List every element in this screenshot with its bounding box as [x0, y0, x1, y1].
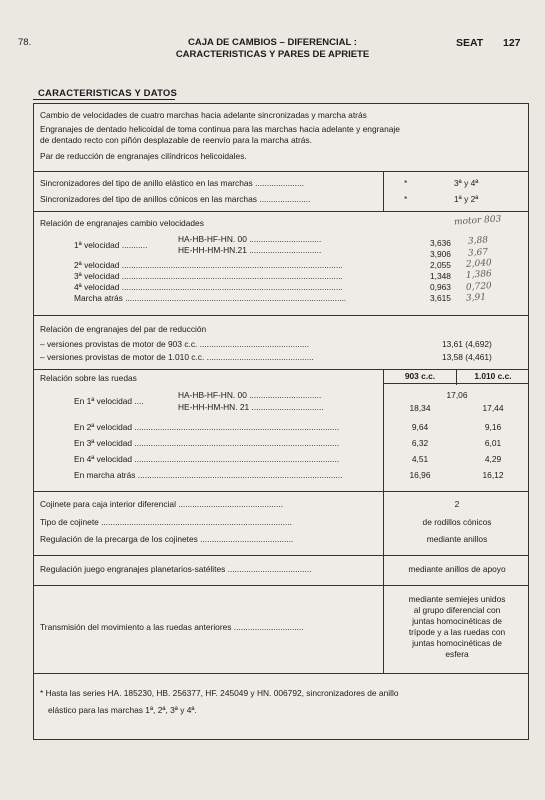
- bearing-row2-value: de rodillos cónicos: [422, 517, 492, 527]
- planetary-label: Regulación juego engranajes planetarios-satélites ....................................: [40, 564, 312, 574]
- transmission-value-line: mediante semiejes unidos: [408, 594, 506, 604]
- sync-row2-mark: *: [404, 194, 408, 204]
- gear-v2-value: 3,906: [430, 249, 451, 259]
- page-number-left: 78.: [18, 37, 32, 48]
- planetary-value: mediante anillos de apoyo: [408, 564, 506, 574]
- wheel-v2-1010: 17,44: [482, 403, 504, 413]
- planetary-block: [34, 556, 528, 586]
- wheel-row-903: 16,96: [409, 470, 431, 480]
- gear-row-value: 1,348: [430, 271, 451, 281]
- handwritten-note: 2,040: [465, 258, 493, 270]
- intro-line1: Cambio de velocidades de cuatro marchas hacia adelante sincronizadas y marcha atrás: [40, 110, 367, 120]
- transmission-label: Transmisión del movimiento a las ruedas anteriores ..............................: [40, 622, 304, 632]
- wheel-col1-header: 903 c.c.: [384, 370, 456, 384]
- wheel-row-label: En 2ª velocidad ........................................................................................: [74, 422, 340, 432]
- intro-line2: Engranajes de dentado helicoidal de toma continua para las marchas hacia adelante y engranaje: [40, 124, 400, 134]
- spec-table: [33, 103, 529, 740]
- wheel-row-1010: 16,12: [482, 470, 504, 480]
- section-underline: [33, 99, 175, 100]
- wheel-row-label: En 4ª velocidad ........................................................................................: [74, 454, 340, 464]
- handwritten-note: 3,91: [465, 292, 487, 304]
- page-title-line2: CARACTERISTICAS Y PARES DE APRIETE: [175, 49, 370, 60]
- brand-label: SEAT: [456, 37, 484, 49]
- gear-variant1: HA-HB-HF-HN. 00 ...............................: [178, 234, 322, 244]
- sync-block: [34, 172, 528, 212]
- wheel-ratio-title: Relación sobre las ruedas: [40, 373, 137, 383]
- transmission-block: [34, 586, 528, 674]
- gear-ratio-block: [34, 212, 528, 316]
- final-drive-row2-value: 13,58 (4,461): [442, 352, 492, 362]
- gear-row-label: 2ª velocidad ...............................................................................................: [74, 260, 343, 270]
- wheel-variant2: HE-HH-HM-HN. 21 ...............................: [178, 402, 324, 412]
- gear-row-value: 0,963: [430, 282, 451, 292]
- wheel-variant1: HA-HB-HF-HN. 00 ...............................: [178, 390, 322, 400]
- transmission-value-line: esfera: [445, 649, 469, 659]
- sync-row1-value: 3ª y 4ª: [454, 178, 479, 188]
- wheel-ratio-block: [34, 370, 528, 492]
- gear-row-value: 3,615: [430, 293, 451, 303]
- bearing-row1-label: Cojinete para caja interior diferencial .............................................: [40, 499, 283, 509]
- wheel-row-903: 4,51: [411, 454, 429, 464]
- handwritten-note: 0,720: [465, 281, 493, 293]
- wheel-row-label: En 3ª velocidad ........................................................................................: [74, 438, 340, 448]
- sync-row2-value: 1ª y 2ª: [454, 194, 479, 204]
- gear-row-label: 4ª velocidad ...............................................................................................: [74, 282, 343, 292]
- page-title-line1: CAJA DE CAMBIOS – DIFERENCIAL :: [188, 37, 357, 48]
- bearings-block: [34, 492, 528, 556]
- bearing-row2-label: Tipo de cojinete ..................................................................................: [40, 517, 292, 527]
- transmission-value-line: trípode y a las ruedas con: [408, 627, 506, 637]
- final-drive-row1-label: – versiones provistas de motor de 903 c.c. ...............................................: [40, 339, 310, 349]
- final-drive-block: [34, 316, 528, 370]
- wheel-row-label: En marcha atrás ........................................................................................: [74, 470, 343, 480]
- gear-first-label: 1ª velocidad ...........: [74, 240, 148, 250]
- final-drive-row1-value: 13,61 (4,692): [442, 339, 492, 349]
- handwritten-note-head: motor 803: [453, 214, 502, 228]
- sync-row1-label: Sincronizadores del tipo de anillo elástico en las marchas .....................: [40, 178, 304, 188]
- wheel-row-1010: 9,16: [484, 422, 502, 432]
- bearing-row3-label: Regulación de la precarga de los cojinetes ........................................: [40, 534, 294, 544]
- intro-block: [34, 104, 528, 172]
- transmission-value-line: juntas homocinéticas de: [412, 638, 502, 648]
- gear-variant2: HE-HH-HM-HN.21 ...............................: [178, 245, 322, 255]
- transmission-value-line: juntas homocinéticas de: [412, 616, 502, 626]
- gear-v1-value: 3,636: [430, 238, 451, 248]
- wheel-row-1010: 4,29: [484, 454, 502, 464]
- transmission-value-line: al grupo diferencial con: [413, 605, 501, 615]
- gear-ratio-title: Relación de engranajes cambio velocidades: [40, 218, 204, 228]
- handwritten-note: 3,67: [467, 247, 489, 259]
- intro-line4: Par de reducción de engranajes cilíndricos helicoidales.: [40, 151, 247, 161]
- gear-row-label: 3ª velocidad ...............................................................................................: [74, 271, 343, 281]
- intro-line3: de dentado recto con piñón desplazable de reenvío para la marcha atrás.: [40, 135, 312, 145]
- final-drive-title: Relación de engranajes del par de reducción: [40, 324, 207, 334]
- wheel-v2-903: 18,34: [409, 403, 431, 413]
- wheel-first-label: En 1ª velocidad ....: [74, 396, 144, 406]
- footnote-line2: elástico para las marchas 1ª, 2ª, 3ª y 4ª.: [48, 705, 197, 715]
- wheel-row-903: 6,32: [411, 438, 429, 448]
- gear-row-value: 2,055: [430, 260, 451, 270]
- handwritten-note: 3,88: [467, 235, 489, 247]
- handwritten-note: 1,386: [465, 269, 493, 281]
- bearing-row1-value: 2: [454, 499, 460, 509]
- wheel-col2-header: 1.010 c.c.: [457, 370, 529, 384]
- gear-row-label: Marcha atrás ...............................................................................................: [74, 293, 347, 303]
- wheel-row-1010: 6,01: [484, 438, 502, 448]
- final-drive-row2-label: – versiones provistas de motor de 1.010 c.c. ..............................................: [40, 352, 314, 362]
- page-number-right: 127: [503, 37, 521, 49]
- sync-divider: [383, 172, 384, 211]
- section-title: CARACTERISTICAS Y DATOS: [38, 88, 178, 99]
- footnote-line1: * Hasta las series HA. 185230, HB. 256377, HF. 245049 y HN. 006792, sincronizadores de anillo: [40, 688, 399, 698]
- sync-row1-mark: *: [404, 178, 408, 188]
- sync-row2-label: Sincronizadores del tipo de anillos cónicos en las marchas ......................: [40, 194, 311, 204]
- bearing-row3-value: mediante anillos: [426, 534, 488, 544]
- wheel-v1-shared: 17,06: [446, 390, 468, 400]
- wheel-row-903: 9,64: [411, 422, 429, 432]
